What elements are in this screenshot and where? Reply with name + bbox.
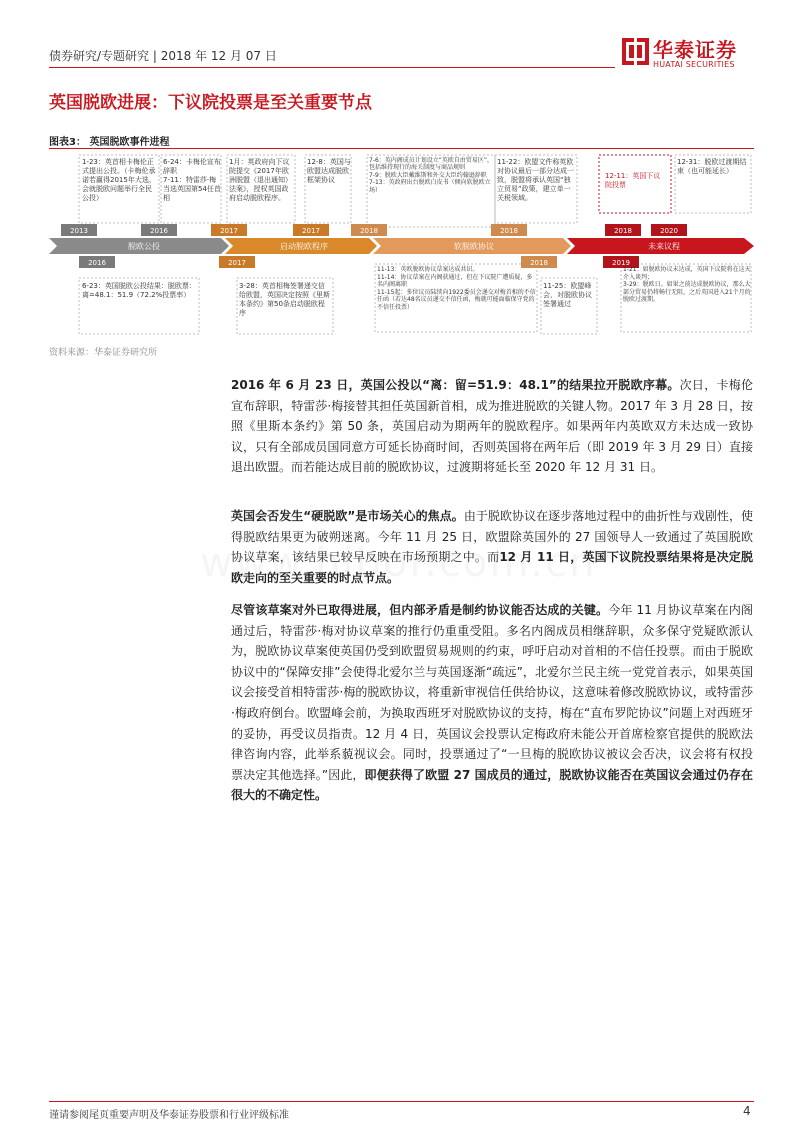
- event-bottom-3: 11-13：英欧脱欧协议草案达成共识。 11-14：协议草案在内阁获通过，但在下议院广遭质疑，多名内阁离职 11-15起：多位议员陆续向1922委员会递交对梅首相的不信任函（若达48名议员递交不信任函，梅就可能面临保守党的不信任投票）: [377, 266, 536, 311]
- para1-seg0: 2016 年 6 月 23 日，英国公投以“离：留=51.9：48.1”的结果拉开脱欧序幕。: [231, 378, 680, 392]
- page-number: 4: [743, 1104, 751, 1118]
- logo-sub: HUATAI SECURITIES: [653, 60, 735, 69]
- year-label-bottom-3: 2018: [530, 259, 548, 267]
- figure-source: 资料来源：华泰证券研究所: [49, 348, 158, 358]
- phase-label-1: 脱欧公投: [128, 242, 160, 251]
- huatai-logo-icon: [622, 34, 650, 68]
- para3-seg1: 今年 11 月协议草案在内阁通过后，特雷莎·梅对协议草案的推行仍重重受阻。多名内阁成员相继辞职，众多保守党疑欧派认为，脱欧协议草案使英国仍受到欧盟贸易规则的约束，呼吁启动对首相的不信任投票。而由于脱欧协议中的“保障安排”会使得北爱尔兰与英国逐渐“疏远”，北爱尔兰民主统一党党首表示，如果英国议会接受首相特雷莎·梅的脱欧协议，将重新审视信任供给协议，这意味着修改脱欧协议，或特雷莎·梅政府倒台。欧盟峰会前，为换取西班牙对脱欧协议的支持，梅在“直布罗陀协议”问题上对西班牙的妥协，再受议员指责。12 月 4 日，英国议会投票认定梅政府未能公开首席检察官提供的脱欧法律咨询内容，此举系藐视议会。同时，投票通过了“一旦梅的脱欧协议被议会否决，议会将有权投票决定其他选择。”因此，: [231, 603, 753, 782]
- phase-label-2: 启动脱欧程序: [280, 242, 328, 251]
- year-label-bottom-1: 2016: [88, 259, 106, 267]
- year-label-bottom-4: 2019: [612, 259, 630, 267]
- phase-label-4: 未来议程: [648, 242, 680, 251]
- year-label-top-8: 2020: [660, 227, 678, 235]
- para2-seg1: 由于脱欧协议在逐步落地过程中的曲折性与戏剧性，使得脱欧结果更为破朔迷离。今年 11 月 25 日，欧盟除英国外的 27 国领导人一致通过了英国脱欧协议草案，该结果已较早反映在市场预期之中。而: [231, 509, 753, 565]
- year-label-top-1: 2013: [70, 227, 88, 235]
- year-label-top-3: 2017: [220, 227, 238, 235]
- year-label-top-7: 2018: [614, 227, 632, 235]
- para3-seg0: 尽管该草案对外已取得进展，但内部矛盾是制约协议能否达成的关键。: [231, 603, 609, 617]
- logo-name: 华泰证券: [653, 38, 737, 62]
- figure-divider: [49, 148, 754, 149]
- event-top-8: 12-31：脱欧过渡期结束（也可能延长）: [677, 158, 747, 175]
- event-top-7: 12-11：英国下议院投票: [605, 172, 661, 189]
- footer-divider: [49, 1101, 754, 1102]
- event-bottom-4: 11-25：欧盟峰会，对脱欧协议签署通过: [543, 282, 592, 308]
- year-label-top-6: 2018: [500, 227, 518, 235]
- section-title: 英国脱欧进展：下议院投票是至关重要节点: [49, 93, 372, 113]
- paragraph-1: [231, 375, 753, 478]
- paragraph-3: [231, 600, 753, 806]
- event-bottom-5: 1-21：如脱欧协议未达成，英国下议院将在这天介入谈判； 3-29：脱欧日。如果之前达成脱欧协议，那么大部分贸易仍将畅行无阻，之后英国进入21个月的脱欧过渡期。: [623, 266, 751, 304]
- event-top-3: 1月：英政府向下议院提交《2017年欧洲脱盟（退出通知）法案》，授权英国政府启动脱欧程序。: [229, 158, 292, 202]
- event-bottom-2: 3-28：英首相梅签署递交信给欧盟，英国决定按照《里斯本条约》第50条启动脱欧程序: [239, 282, 330, 317]
- event-top-6: 11-22：欧盟文件称英欧对协议最后一部分达成一致，脱盟将承认英国“独立贸易”政策，建立单一关税领域。: [497, 158, 574, 202]
- year-label-top-4: 2017: [302, 227, 320, 235]
- para2-seg2: 12 月 11 日，英国下议院投票结果将是决定脱欧走向的至关重要的时点节点。: [231, 550, 753, 585]
- year-label-top-2: 2016: [150, 227, 168, 235]
- event-top-1: 1-23：英首相卡梅伦正式提出公投。（卡梅伦承诺若赢得2015年大选，会就脱欧问题举行全民公投）: [82, 158, 156, 202]
- footer-disclaimer: 谨请参阅尾页重要声明及华泰证券股票和行业评级标准: [49, 1110, 289, 1121]
- brexit-timeline: [49, 150, 754, 340]
- para1-seg1: 次日，卡梅伦宣布辞职，特雷莎·梅接替其担任英国新首相，成为推进脱欧的关键人物。2017 年 3 月 28 日，按照《里斯本条约》第 50 条，英国启动为期两年的脱欧程序。如果两年内英欧双方未达成一致协议，只有全部成员国同意方可延长协商时间，否则英国将在两年后（即 2019 年 3 月 29 日）直接退出欧盟。而若能达成目前的脱欧协议，过渡期将延长至 2020 年 12 月 31 日。: [231, 378, 753, 475]
- phase-label-3: 软脱欧协议: [454, 242, 494, 251]
- para2-seg0: 英国会否发生“硬脱欧”是市场关心的焦点。: [231, 509, 464, 523]
- para3-seg2: 即便获得了欧盟 27 国成员的通过，脱欧协议能否在英国议会通过仍存在很大的不确定性。: [231, 767, 754, 803]
- paragraph-2: [231, 506, 753, 588]
- event-top-2: 6-24：卡梅伦宣布辞职 7-11：特雷莎·梅当选英国第54任首相: [163, 158, 221, 202]
- header-breadcrumb: 债券研究/专题研究 | 2018 年 12 月 07 日: [49, 49, 277, 63]
- figure-title: 图表3： 英国脱欧事件进程: [49, 137, 170, 148]
- year-label-bottom-2: 2017: [228, 259, 246, 267]
- year-label-top-5: 2018: [360, 227, 378, 235]
- event-top-4: 12-8：英国与欧盟达成脱欧框架协议: [307, 158, 351, 184]
- event-bottom-1: 6-23：英国脱欧公投结果：脱欧票：离=48.1：51.9（72.2%投票率）: [82, 282, 196, 299]
- header-divider: [49, 67, 615, 68]
- event-top-5: 7-6：英内阁成员计划设立“英欧自由贸易区”，包括维持现行的海关制度与商品规则 7-9：脱欧大臣戴维斯和外交大臣约翰逊辞职 7-13：英政府出台脱欧白皮书（倾向软脱欧立场）: [369, 157, 494, 194]
